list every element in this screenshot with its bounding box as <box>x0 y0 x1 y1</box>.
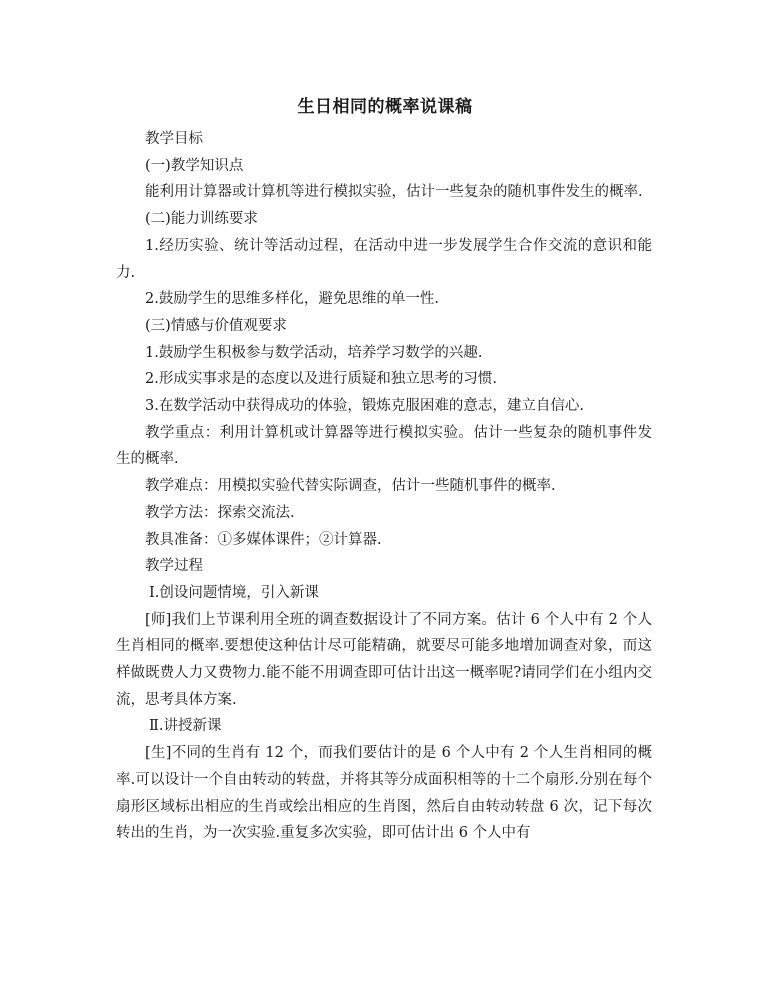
section-one-heading: Ⅰ.创设问题情境，引入新课 <box>149 584 319 601</box>
paragraph-student: [生]不同的生肖有 12 个，而我们要估计的是 6 个人中有 2 个人生肖相同的概率.可以设计一个自由转动的转盘，并将其等分成面积相等的十二个扇形.分别在每个扇形区域标出相应的生肖或绘出相应的生肖图，然后自由转动转盘 6 次，记下每次转出的生肖，为一次实验.重复多次实验，即可估计出 6 个人中有 <box>116 745 652 842</box>
paragraph-knowledge: 能利用计算器或计算机等进行模拟实验，估计一些复杂的随机事件发生的概率. <box>145 184 643 201</box>
paragraph-emotion-1: 1.鼓励学生积极参与数学活动，培养学习数学的兴趣. <box>145 344 483 361</box>
paragraph-ability-2: 2.鼓励学生的思维多样化，避免思维的单一性. <box>145 291 439 308</box>
paragraph-key-points: 教学重点：利用计算机或计算器等进行模拟实验。估计一些复杂的随机事件发生的概率. <box>116 424 652 468</box>
paragraph-tools: 教具准备：①多媒体课件；②计算器. <box>145 531 382 548</box>
paragraph-emotion-2: 2.形成实事求是的态度以及进行质疑和独立思考的习惯. <box>145 371 497 388</box>
paragraph-ability-1: 1.经历实验、统计等活动过程，在活动中进一步发展学生合作交流的意识和能力. <box>116 237 652 281</box>
paragraph-emotion-3: 3.在数学活动中获得成功的体验，锻炼克服困难的意志，建立自信心. <box>145 398 584 415</box>
subheading-knowledge: (一)教学知识点 <box>145 157 244 174</box>
paragraph-method: 教学方法：探索交流法. <box>145 504 295 521</box>
heading-teaching-goals: 教学目标 <box>145 131 203 147</box>
paragraph-difficulties: 教学难点：用模拟实验代替实际调查，估计一些随机事件的概率. <box>145 478 556 495</box>
document-body <box>116 126 652 847</box>
paragraph-teacher: [师]我们上节课利用全班的调查数据设计了不同方案。估计 6 个人中有 2 个人生肖相同的概率.要想使这种估计尽可能精确，就要尽可能多地增加调查对象，而这样做既费人力又费物力.能不能不用调查即可估计出这一概率呢?请同学们在小组内交流，思考具体方案. <box>116 611 652 708</box>
section-two-heading: Ⅱ.讲授新课 <box>149 718 222 735</box>
subheading-ability: (二)能力训练要求 <box>145 211 258 228</box>
document-title: 生日相同的概率说课稿 <box>297 97 473 117</box>
heading-process: 教学过程 <box>145 558 203 575</box>
subheading-emotion: (三)情感与价值观要求 <box>145 317 287 334</box>
